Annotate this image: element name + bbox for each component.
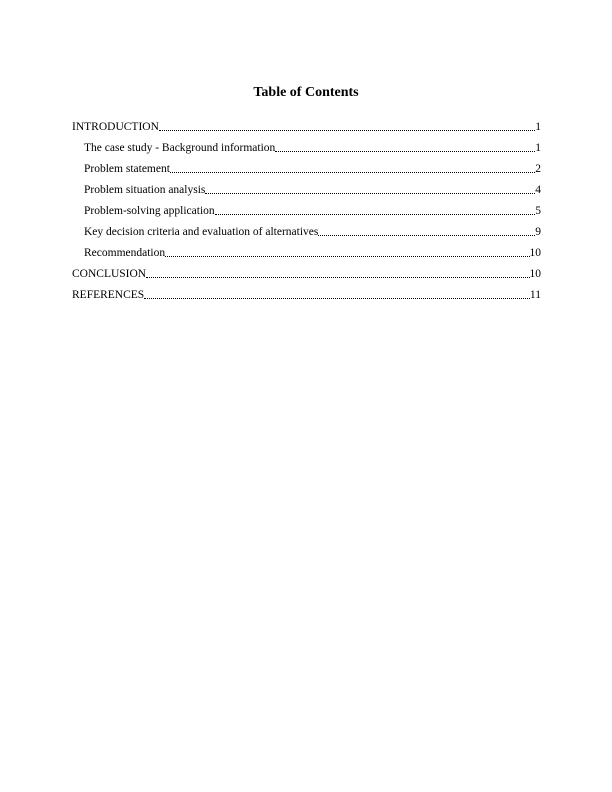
toc-entry-text: REFERENCES (72, 289, 145, 301)
dot-leader (146, 276, 529, 278)
toc-title: Table of Contents (253, 85, 359, 100)
toc-entry-text: The case study - Background information (84, 142, 276, 154)
toc-entry-text: INTRODUCTION (72, 121, 159, 133)
toc-entry-page: 11 (529, 289, 541, 301)
dot-leader (205, 192, 535, 194)
toc-entry-text: CONCLUSION (72, 268, 147, 280)
toc-entry-text: Key decision criteria and evaluation of alternatives (84, 226, 319, 238)
toc-entry-page: 10 (529, 268, 541, 280)
toc-entry-conclusion[interactable] (72, 260, 541, 281)
dot-leader (144, 297, 530, 299)
toc-entry-background[interactable] (72, 134, 541, 155)
toc-entry-page: 2 (535, 163, 541, 175)
toc-entry-page: 9 (535, 226, 541, 238)
toc-entry-references[interactable] (72, 281, 541, 302)
toc-entry-text: Problem-solving application (84, 205, 215, 217)
dot-leader (275, 150, 535, 152)
dot-leader (159, 129, 535, 131)
toc-list (72, 113, 541, 302)
toc-entry-decision-criteria[interactable] (72, 218, 541, 239)
toc-entry-introduction[interactable] (72, 113, 541, 134)
dot-leader (165, 255, 529, 257)
toc-entry-text: Problem situation analysis (84, 184, 206, 196)
toc-entry-page: 1 (535, 142, 541, 154)
toc-entry-page: 1 (535, 121, 541, 133)
toc-entry-situation-analysis[interactable] (72, 176, 541, 197)
toc-entry-page: 5 (535, 205, 541, 217)
toc-entry-problem-solving[interactable] (72, 197, 541, 218)
toc-entry-problem-statement[interactable] (72, 155, 541, 176)
dot-leader (170, 171, 535, 173)
toc-entry-page: 4 (535, 184, 541, 196)
toc-entry-text: Problem statement (84, 163, 170, 175)
toc-entry-recommendation[interactable] (72, 239, 541, 260)
dot-leader (215, 213, 536, 215)
toc-entry-text: Recommendation (84, 247, 166, 259)
dot-leader (318, 234, 535, 236)
toc-entry-page: 10 (529, 247, 541, 259)
